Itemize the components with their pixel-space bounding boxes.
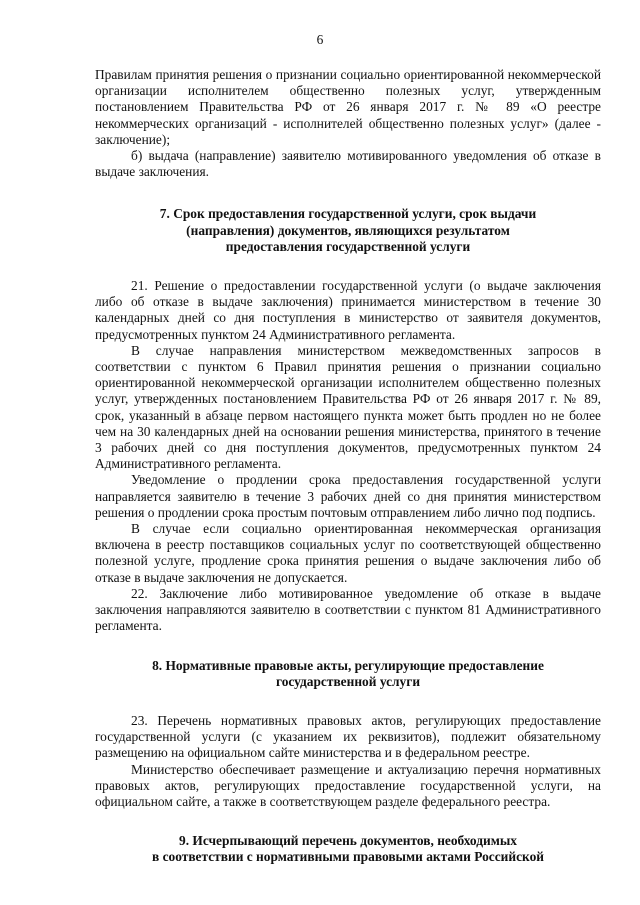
section-heading-7 — [95, 206, 601, 255]
section-heading-7-line: (направления) документов, являющихся результатом — [186, 222, 510, 238]
section-heading-8 — [95, 658, 601, 690]
paragraph-21-notice: Уведомление о продлении срока предоставления государственной услуги направляется заявителю в течение 3 рабочих дней со дня принятия министерством решения о продлении срока простым почтовым отправлением либо лично под подпись. — [95, 472, 601, 520]
section-heading-8-line: государственной услуги — [275, 673, 421, 689]
section-heading-8-line: 8. Нормативные правовые акты, регулирующие предоставление — [152, 657, 544, 673]
paragraph-item-b: б) выдача (направление) заявителю мотивированного уведомления об отказе в выдаче заключения. — [95, 148, 601, 180]
paragraph-21-exception: В случае если социально ориентированная некоммерческая организация включена в реестр поставщиков социальных услуг по соответствующей общественно полезной услуге, продление срока принятия решения о выдаче заключения либо об отказе в выдаче заключения не допускается. — [95, 521, 601, 585]
document-body — [95, 67, 601, 866]
section-heading-9-line: в соответствии с нормативными правовыми актами Российской — [152, 849, 544, 865]
section-heading-7-line: предоставления государственной услуги — [225, 238, 471, 254]
paragraph-21: 21. Решение о предоставлении государственной услуги (о выдаче заключения либо об отказе в выдаче заключения) принимается министерством в течение 30 календарных дней со дня поступления в министерство от заявителя документов, предусмотренных пунктом 24 Административного регламента. — [95, 278, 601, 342]
paragraph-23-ministry: Министерство обеспечивает размещение и актуализацию перечня нормативных правовых актов, регулирующих предоставление государственной услуги, на официальном сайте, а также в соответствующем разделе федерального реестра. — [95, 761, 601, 809]
section-heading-9-line: 9. Исчерпывающий перечень документов, необходимых — [179, 833, 517, 849]
section-heading-9 — [95, 833, 601, 865]
paragraph-22: 22. Заключение либо мотивированное уведомление об отказе в выдаче заключения направляются заявителю в соответствии с пунктом 81 Административного регламента. — [95, 585, 601, 634]
paragraph-23: 23. Перечень нормативных правовых актов, регулирующих предоставление государственной услуги (с указанием их реквизитов), подлежит обязательному размещению на официальном сайте министерства и в федеральном реестре. — [95, 712, 601, 761]
page-number: 6 — [316, 32, 324, 47]
paragraph-continuation: Правилам принятия решения о признании социально ориентированной некоммерческой организации исполнителем общественно полезных услуг, утвержденным постановлением Правительства РФ от 26 января 2017 г. № 89 «О реестре некоммерческих организаций - исполнителей общественно полезных услуг» (далее - заключение); — [95, 67, 601, 147]
paragraph-21-extension: В случае направления министерством межведомственных запросов в соответствии с пунктом 6 Правил принятия решения о признании социально ориентированной некоммерческой организации исполнителем общественно полезных услуг, утвержденных постановлением Правительства РФ от 26 января 2017 г. № 89, срок, указанный в абзаце первом настоящего пункта может быть продлен но не более чем на 30 календарных дней на основании решения министерства, принятого в течение 3 рабочих дней со дня поступления документов, предусмотренных пунктом 24 Административного регламента. — [95, 342, 601, 472]
section-heading-7-line: 7. Срок предоставления государственной услуги, срок выдачи — [159, 206, 537, 222]
